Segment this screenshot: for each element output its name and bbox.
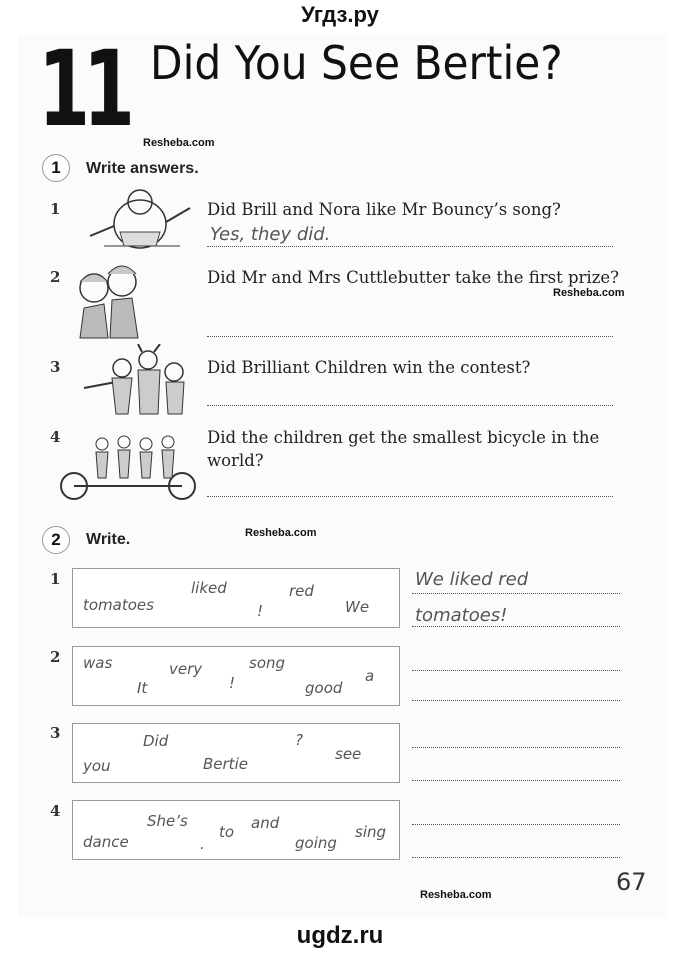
item-number: 2 [50, 648, 61, 666]
item-number: 3 [50, 724, 61, 742]
watermark: Resheba.com [245, 527, 317, 539]
scrambled-word: Did [143, 732, 169, 750]
scrambled-word: and [251, 814, 280, 832]
scrambled-word: you [83, 757, 111, 775]
scrambled-word: song [249, 654, 286, 672]
scrambled-word: liked [191, 579, 227, 597]
exercise-number: 1 [42, 154, 70, 182]
item-number: 1 [50, 200, 61, 218]
watermark: Resheba.com [143, 137, 215, 149]
scrambled-word: Bertie [203, 755, 248, 773]
scrambled-word: ! [257, 602, 264, 620]
answer-line[interactable] [207, 336, 613, 337]
site-footer[interactable]: ugdz.ru [296, 922, 384, 949]
exercise-title: Write answers. [86, 160, 199, 177]
item-number: 1 [50, 570, 61, 588]
answer-line[interactable] [207, 405, 613, 406]
scrambled-word: to [219, 823, 235, 841]
scrambled-word: We [345, 598, 370, 616]
question-text: Did Brill and Nora like Mr Bouncy’s song? [207, 200, 561, 219]
answer-line[interactable] [412, 780, 620, 781]
answer-line[interactable] [412, 593, 620, 594]
scrambled-word: She’s [147, 812, 188, 830]
scrambled-word: very [169, 660, 203, 678]
answer-line[interactable] [412, 747, 620, 748]
question-text: Did Mr and Mrs Cuttlebutter take the first prize? [207, 268, 620, 287]
unit-title: Did You See Bertie? [150, 36, 563, 90]
exercise-title: Write. [86, 531, 131, 548]
scrambled-word: was [83, 654, 113, 672]
watermark: Resheba.com [420, 889, 492, 901]
answer-text[interactable]: tomatoes! [415, 605, 508, 626]
answer-line[interactable] [207, 496, 613, 497]
answer-line[interactable] [207, 246, 613, 247]
word-box [72, 646, 400, 706]
word-box [72, 568, 400, 628]
brilliant-children-illustration [82, 344, 198, 416]
question-text: Did the children get the smallest bicycle in the world? [207, 428, 600, 470]
scrambled-word: going [295, 834, 337, 852]
item-number: 4 [50, 428, 61, 446]
word-box [72, 800, 400, 860]
page-number: 67 [616, 868, 647, 896]
scrambled-word: see [335, 745, 362, 763]
item-number: 3 [50, 358, 61, 376]
answer-line[interactable] [412, 857, 620, 858]
scrambled-word: tomatoes [83, 596, 154, 614]
scrambled-word: It [137, 679, 148, 697]
scrambled-word: ? [295, 731, 303, 749]
watermark: Resheba.com [553, 287, 625, 299]
scrambled-word: good [305, 679, 343, 697]
cuttlebutters-illustration [70, 258, 146, 340]
item-number: 4 [50, 802, 61, 820]
scrambled-word: ! [229, 674, 236, 692]
answer-line[interactable] [412, 626, 620, 627]
scrambled-word: a [365, 667, 375, 685]
answer-text[interactable]: Yes, they did. [210, 224, 331, 245]
scrambled-word: red [289, 582, 314, 600]
unit-number: 11 [38, 28, 128, 150]
site-header[interactable]: Угдз.ру [301, 2, 379, 27]
scrambled-word: sing [355, 823, 387, 841]
tandem-bicycle-illustration [58, 430, 200, 502]
item-number: 2 [50, 268, 61, 286]
word-box [72, 723, 400, 783]
question-text: Did Brilliant Children win the contest? [207, 358, 531, 377]
answer-line[interactable] [412, 824, 620, 825]
exercise-number: 2 [42, 526, 70, 554]
mr-bouncy-illustration [84, 186, 196, 252]
scrambled-word: dance [83, 833, 129, 851]
scrambled-word: . [200, 835, 205, 853]
answer-line[interactable] [412, 670, 620, 671]
answer-line[interactable] [412, 700, 620, 701]
answer-text[interactable]: We liked red [415, 569, 529, 590]
